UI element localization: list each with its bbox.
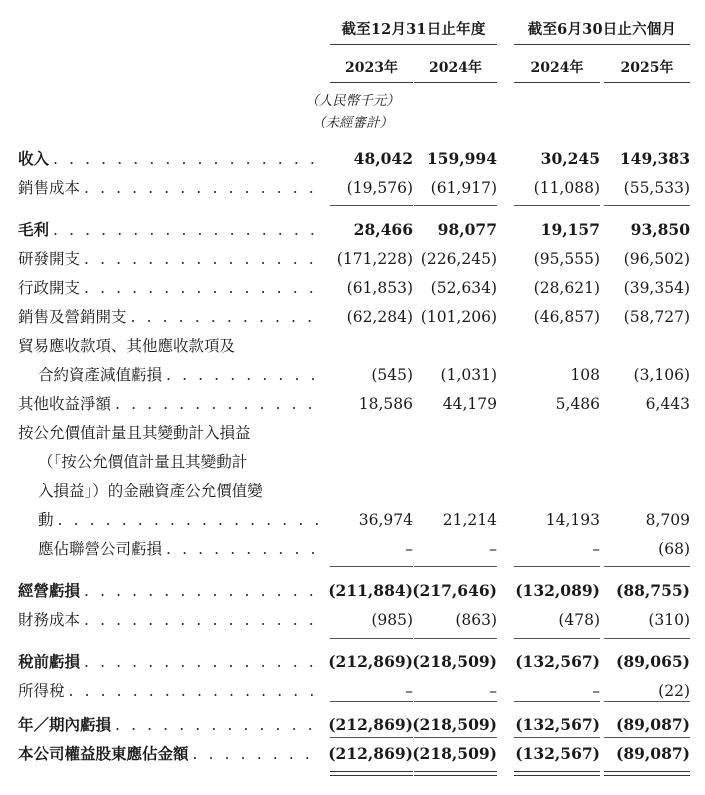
rule-below-loss-for-period-col4: [604, 737, 690, 738]
table-row: [0, 479, 705, 508]
cell-fvtpl-line3-col4: [593, 479, 690, 508]
dot-leader: [166, 363, 318, 387]
cell-loss-for-the-period-col4: (89,087): [616, 715, 690, 734]
cell-fvtpl-line3-col1: [323, 479, 413, 508]
table-row: [0, 218, 705, 247]
cell-admin-expenses-col2: (52,634): [430, 279, 497, 297]
cell-rnd-expenses-col1: (171,228): [336, 250, 413, 268]
cell-impairment-losses-line2-col2: (1,031): [440, 366, 497, 384]
cell-impairment-losses-line1-col4: [593, 334, 690, 363]
table-row: [0, 742, 705, 771]
cell-attributable-to-equity-holders-col3: (132,567): [515, 744, 600, 763]
row-label-loss-before-tax: [18, 650, 318, 679]
dot-leader: [58, 508, 318, 532]
dot-leader: [53, 147, 318, 171]
table-row: [0, 305, 705, 334]
row-label-fvtpl-line3: [38, 479, 318, 508]
cell-share-of-loss-associates-col1: –: [405, 540, 413, 558]
cell-income-tax-col3: –: [592, 682, 600, 700]
cell-rnd-expenses-col4: (96,502): [623, 250, 690, 268]
row-label-text: 動: [38, 511, 54, 529]
cell-loss-before-tax-col4: (89,065): [616, 652, 690, 671]
dot-leader: [131, 305, 318, 329]
row-label-text: 合約資產減值虧損: [38, 366, 163, 384]
cell-selling-marketing-expenses-col1: (62,284): [346, 308, 413, 326]
row-label-selling-marketing-expenses: [18, 305, 318, 334]
dot-leader: [69, 679, 318, 703]
table-row: [0, 147, 705, 176]
row-label-revenue: [18, 147, 318, 176]
table-row: [0, 176, 705, 205]
cell-impairment-losses-line1-col1: [323, 334, 413, 363]
dot-leader: [84, 579, 318, 603]
row-label-text: 銷售及營銷開支: [18, 308, 127, 326]
rule-above-operating-loss-col3: [514, 566, 600, 567]
rule-above-loss-for-period-col1: [330, 701, 413, 702]
cell-gross-profit-col1: 28,466: [353, 220, 413, 239]
header-year-row: [0, 57, 705, 83]
cell-gross-profit-col4: 93,850: [630, 220, 690, 239]
cell-attributable-to-equity-holders-col1: (212,869): [328, 744, 413, 763]
cell-revenue-col1: 48,042: [353, 149, 413, 168]
cell-selling-marketing-expenses-col3: (46,857): [533, 308, 600, 326]
cell-operating-loss-col4: (88,755): [616, 581, 690, 600]
cell-impairment-losses-line1-col2: [407, 334, 497, 363]
header-group-row: [0, 18, 705, 46]
row-label-fvtpl-line4: [38, 508, 318, 537]
cell-rnd-expenses-col2: (226,245): [420, 250, 497, 268]
cell-selling-marketing-expenses-col4: (58,727): [623, 308, 690, 326]
table-row: [0, 363, 705, 392]
cell-fvtpl-line4-col3: 14,193: [545, 511, 600, 529]
cell-operating-loss-col2: (217,646): [412, 581, 497, 600]
cell-finance-costs-col2: (863): [455, 611, 497, 629]
table-row: [0, 247, 705, 276]
cell-impairment-losses-line2-col3: 108: [570, 366, 600, 384]
rule-below-loss-for-period-col2: [414, 737, 497, 738]
row-label-attributable-to-equity-holders: [18, 742, 318, 771]
rule-above-loss-before-tax-col4: [604, 638, 690, 639]
cell-finance-costs-col1: (985): [371, 611, 413, 629]
cell-share-of-loss-associates-col4: (68): [658, 540, 690, 558]
rule-above-loss-before-tax-col3: [514, 638, 600, 639]
row-label-cost-of-sales: [18, 176, 318, 205]
cell-cost-of-sales-col2: (61,917): [430, 179, 497, 197]
row-label-finance-costs: [18, 608, 318, 637]
dot-leader: [84, 650, 318, 674]
row-label-text: 年／期內虧損: [18, 715, 112, 734]
rule-above-gross-profit-col2: [414, 205, 497, 206]
dot-leader: [115, 392, 318, 416]
cell-fvtpl-line1-col4: [593, 421, 690, 450]
dot-leader: [84, 247, 318, 271]
row-label-rnd-expenses: [18, 247, 318, 276]
table-row: [0, 276, 705, 305]
cell-admin-expenses-col4: (39,354): [623, 279, 690, 297]
rule-above-loss-for-period-col3: [514, 701, 600, 702]
dot-leader: [84, 176, 318, 200]
cell-fvtpl-line4-col1: 36,974: [358, 511, 413, 529]
cell-fvtpl-line3-col2: [407, 479, 497, 508]
row-label-other-income-net: [18, 392, 318, 421]
cell-rnd-expenses-col3: (95,555): [533, 250, 600, 268]
table-row: [0, 450, 705, 479]
cell-fvtpl-line1-col3: [503, 421, 600, 450]
cell-impairment-losses-line1-col3: [503, 334, 600, 363]
cell-loss-before-tax-col3: (132,567): [515, 652, 600, 671]
header-unaudited-note: （未經審計）: [312, 115, 393, 131]
table-row: [0, 579, 705, 608]
cell-loss-for-the-period-col3: (132,567): [515, 715, 600, 734]
cell-fvtpl-line2-col3: [503, 450, 600, 479]
row-label-text: 貿易應收款項、其他應收款項及: [18, 337, 236, 355]
table-row: [0, 334, 705, 363]
row-label-impairment-losses-line1: [18, 334, 318, 363]
cell-loss-for-the-period-col2: (218,509): [412, 715, 497, 734]
cell-fvtpl-line4-col2: 21,214: [442, 511, 497, 529]
header-currency-unit-note: （人民幣千元）: [305, 93, 400, 109]
rule-above-operating-loss-col2: [414, 566, 497, 567]
row-label-impairment-losses-line2: [38, 363, 318, 392]
cell-share-of-loss-associates-col3: –: [592, 540, 600, 558]
rule-above-loss-for-period-col4: [604, 701, 690, 702]
rule-below-loss-for-period-col1: [330, 737, 413, 738]
header-year-2025-interim: 2025年: [604, 57, 690, 83]
dot-leader: [84, 276, 318, 300]
rule-above-gross-profit-col3: [514, 205, 600, 206]
row-label-fvtpl-line1: [18, 421, 318, 450]
cell-admin-expenses-col3: (28,621): [533, 279, 600, 297]
rule-above-loss-for-period-col2: [414, 701, 497, 702]
cell-fvtpl-line4-col4: 8,709: [645, 511, 690, 529]
cell-loss-for-the-period-col1: (212,869): [328, 715, 413, 734]
cell-fvtpl-line3-col3: [503, 479, 600, 508]
cell-income-tax-col1: –: [405, 682, 413, 700]
header-group-six-months-ended: 截至6月30日止六個月: [514, 18, 690, 45]
cell-other-income-net-col1: 18,586: [358, 395, 413, 413]
row-label-text: （「按公允價值計量且其變動計: [38, 453, 248, 471]
row-label-admin-expenses: [18, 276, 318, 305]
cell-loss-before-tax-col2: (218,509): [412, 652, 497, 671]
table-row: [0, 650, 705, 679]
table-row: [0, 679, 705, 708]
cell-fvtpl-line2-col4: [593, 450, 690, 479]
row-label-text: 毛利: [18, 220, 50, 239]
cell-revenue-col2: 159,994: [426, 149, 497, 168]
row-label-text: 財務成本: [18, 611, 81, 629]
row-label-text: 行政開支: [18, 279, 81, 297]
cell-fvtpl-line1-col1: [323, 421, 413, 450]
rule-above-gross-profit-col4: [604, 205, 690, 206]
cell-other-income-net-col2: 44,179: [442, 395, 497, 413]
cell-admin-expenses-col1: (61,853): [346, 279, 413, 297]
cell-revenue-col4: 149,383: [619, 149, 690, 168]
table-row: [0, 508, 705, 537]
row-label-text: 銷售成本: [18, 179, 81, 197]
rule-above-operating-loss-col1: [330, 566, 413, 567]
cell-finance-costs-col4: (310): [648, 611, 690, 629]
dot-leader: [53, 218, 318, 242]
row-label-text: 本公司權益股東應佔金額: [18, 744, 189, 763]
cell-income-tax-col2: –: [489, 682, 497, 700]
cell-finance-costs-col3: (478): [558, 611, 600, 629]
row-label-income-tax: [18, 679, 318, 708]
row-label-text: 按公允價值計量且其變動計入損益: [18, 424, 251, 442]
cell-cost-of-sales-col3: (11,088): [533, 179, 600, 197]
row-label-share-of-loss-associates: [38, 537, 318, 566]
rule-double-bottom-col3: [514, 771, 600, 776]
cell-gross-profit-col3: 19,157: [540, 220, 600, 239]
cell-loss-before-tax-col1: (212,869): [328, 652, 413, 671]
row-label-operating-loss: [18, 579, 318, 608]
cell-attributable-to-equity-holders-col4: (89,087): [616, 744, 690, 763]
row-label-text: 應佔聯營公司虧損: [38, 540, 163, 558]
header-year-2024-interim: 2024年: [514, 57, 600, 83]
dot-leader: [115, 713, 318, 737]
cell-revenue-col3: 30,245: [540, 149, 600, 168]
header-group-year-ended: 截至12月31日止年度: [330, 18, 497, 45]
dot-leader: [166, 537, 318, 561]
cell-other-income-net-col4: 6,443: [645, 395, 690, 413]
row-label-text: 其他收益淨額: [18, 395, 112, 413]
header-year-2023: 2023年: [330, 57, 413, 83]
table-row: [0, 537, 705, 566]
cell-impairment-losses-line2-col1: (545): [371, 366, 413, 384]
dot-leader: [84, 608, 318, 632]
cell-fvtpl-line2-col2: [407, 450, 497, 479]
rule-below-loss-for-period-col3: [514, 737, 600, 738]
cell-operating-loss-col3: (132,089): [515, 581, 600, 600]
header-year-2024-annual: 2024年: [414, 57, 497, 83]
row-label-loss-for-the-period: [18, 713, 318, 742]
cell-cost-of-sales-col4: (55,533): [623, 179, 690, 197]
cell-attributable-to-equity-holders-col2: (218,509): [412, 744, 497, 763]
row-label-text: 入損益」）的金融資產公允價值變: [38, 482, 263, 500]
row-label-text: 收入: [18, 149, 50, 168]
cell-fvtpl-line1-col2: [407, 421, 497, 450]
cell-income-tax-col4: (22): [658, 682, 690, 700]
table-row: [0, 392, 705, 421]
table-row: [0, 608, 705, 637]
cell-fvtpl-line2-col1: [323, 450, 413, 479]
dot-leader: [193, 742, 318, 766]
cell-selling-marketing-expenses-col2: (101,206): [420, 308, 497, 326]
row-label-text: 研發開支: [18, 250, 81, 268]
rule-above-gross-profit-col1: [330, 205, 413, 206]
row-label-fvtpl-line2: [38, 450, 318, 479]
rule-double-bottom-col2: [414, 771, 497, 776]
cell-gross-profit-col2: 98,077: [437, 220, 497, 239]
table-row: [0, 421, 705, 450]
rule-above-loss-before-tax-col2: [414, 638, 497, 639]
cell-other-income-net-col3: 5,486: [555, 395, 600, 413]
rule-double-bottom-col4: [604, 771, 690, 776]
rule-above-loss-before-tax-col1: [330, 638, 413, 639]
row-label-text: 經營虧損: [18, 581, 81, 600]
row-label-text: 所得稅: [18, 682, 65, 700]
row-label-text: 稅前虧損: [18, 652, 81, 671]
cell-cost-of-sales-col1: (19,576): [346, 179, 413, 197]
row-label-gross-profit: [18, 218, 318, 247]
cell-impairment-losses-line2-col4: (3,106): [633, 366, 690, 384]
rule-double-bottom-col1: [330, 771, 413, 776]
rule-above-operating-loss-col4: [604, 566, 690, 567]
cell-share-of-loss-associates-col2: –: [489, 540, 497, 558]
cell-operating-loss-col1: (211,884): [328, 581, 413, 600]
